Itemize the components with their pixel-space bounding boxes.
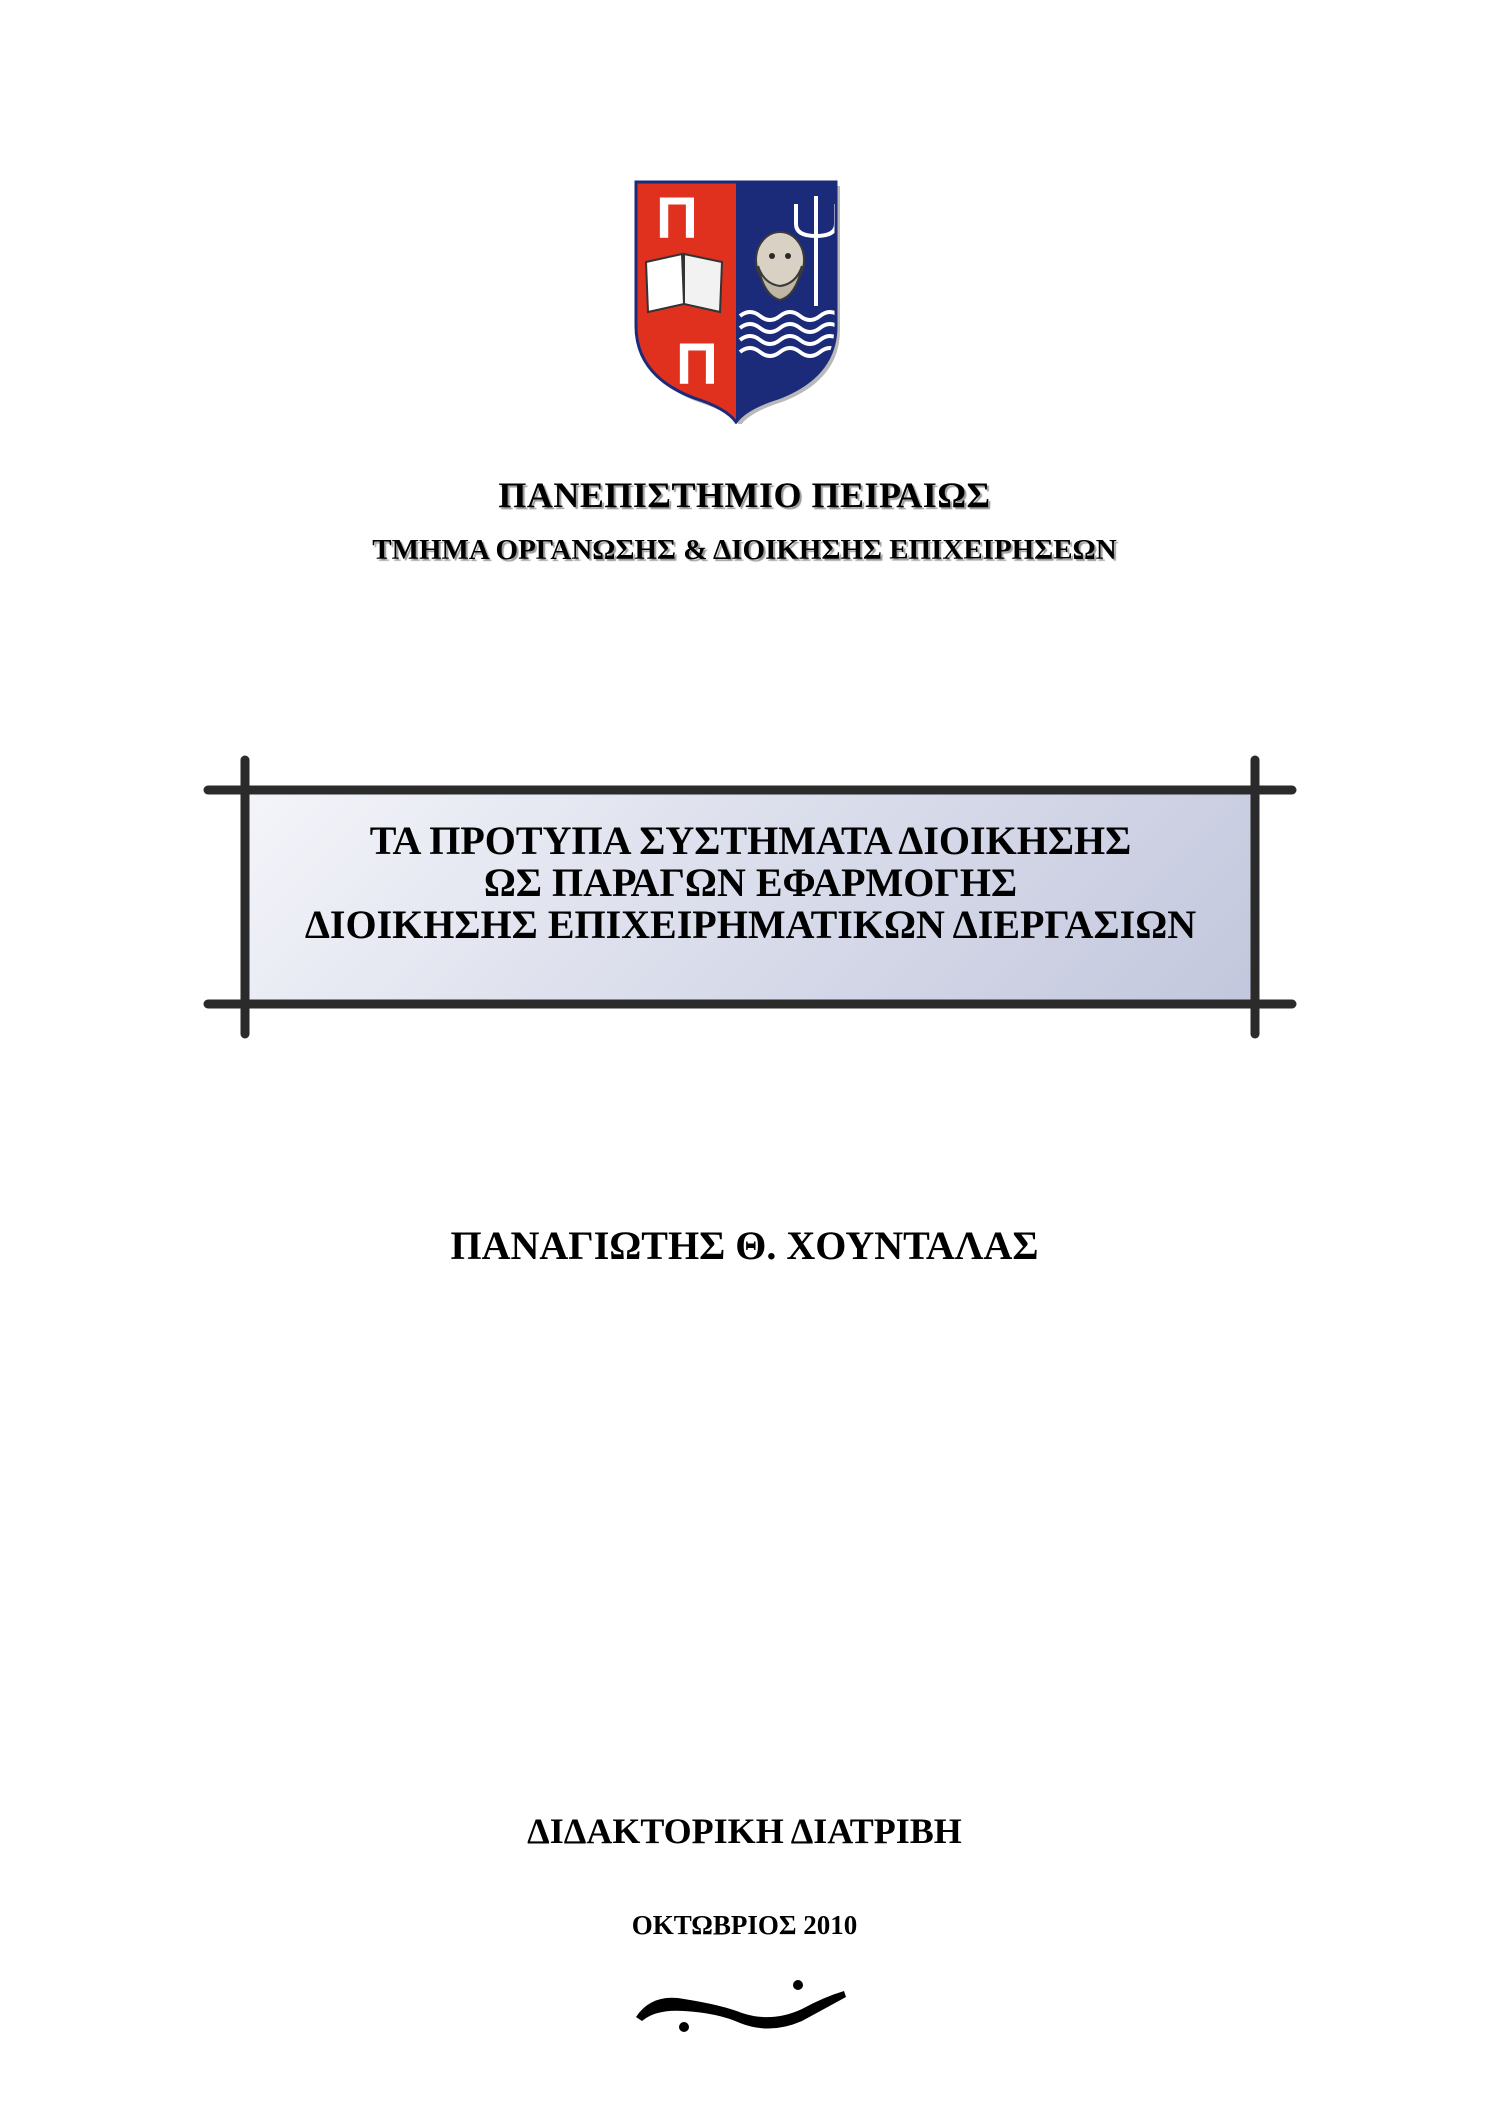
title-line-1: ΤΑ ΠΡΟΤΥΠΑ ΣΥΣΤΗΜΑΤΑ ΔΙΟΙΚΗΣΗΣ <box>369 818 1132 863</box>
author-name: ΠΑΝΑΓΙΩΤΗΣ Θ. ΧΟΥΝΤΑΛΑΣ <box>450 1223 1039 1268</box>
ornament-flourish-icon <box>632 1975 852 2035</box>
document-type: ΔΙΔΑΚΤΟΡΙΚΗ ΔΙΑΤΡΙΒΗ <box>527 1811 962 1851</box>
publication-date: ΟΚΤΩΒΡΙΟΣ 2010 <box>631 1910 858 1940</box>
title-line-3: ΔΙΟΙΚΗΣΗΣ ΕΠΙΧΕΙΡΗΜΑΤΙΚΩΝ ΔΙΕΡΓΑΣΙΩΝ <box>304 902 1197 947</box>
crest-letter-bottom: Π <box>676 332 718 397</box>
title-line-2: ΩΣ ΠΑΡΑΓΩΝ ΕΦΑΡΜΟΓΗΣ <box>483 860 1018 905</box>
department-name: ΤΜΗΜΑ ΟΡΓΑΝΩΣΗΣ & ΔΙΟΙΚΗΣΗΣ ΕΠΙΧΕΙΡΗΣΕΩΝ <box>372 534 1117 566</box>
crest-blue-field <box>736 176 844 424</box>
crest-letter-top: Π <box>656 186 698 251</box>
university-name: ΠΑΝΕΠΙΣΤΗΜΙΟ ΠΕΙΡΑΙΩΣ <box>498 475 991 515</box>
university-crest-logo <box>628 176 844 424</box>
thesis-title <box>246 820 1255 946</box>
open-book-icon <box>646 254 722 312</box>
